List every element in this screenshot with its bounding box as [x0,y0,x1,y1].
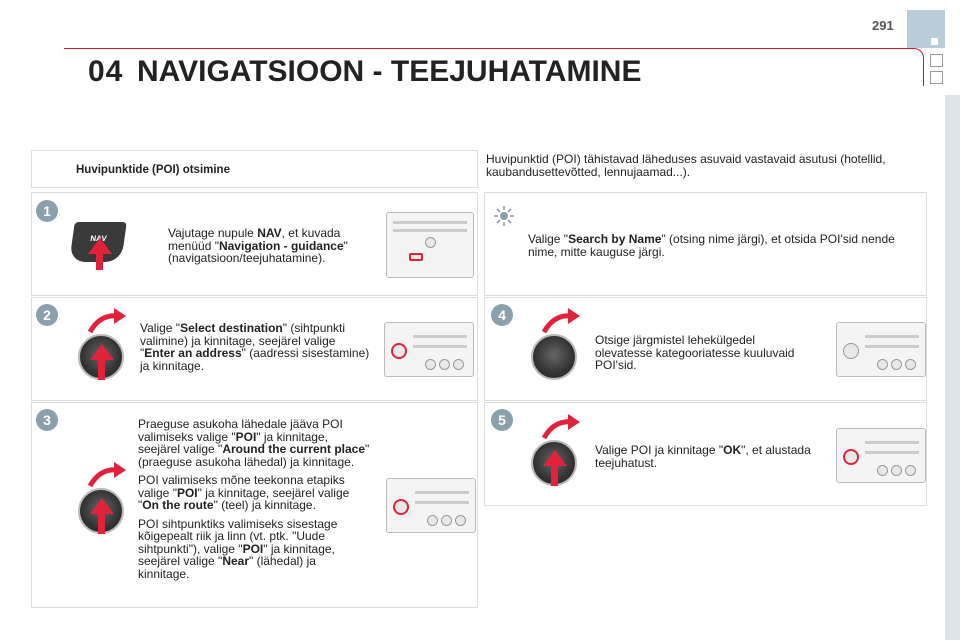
arrow-up-icon [96,252,103,270]
tip-sun-icon [494,206,514,226]
step-badge-3: 3 [36,409,58,431]
intro-text: Huvipunktid (POI) tähistavad läheduses asuvaid vastavaid asutusi (hotellid, kaubandusettevõtted, lennujaamad...). [486,152,886,179]
section-header: Huvipunktide (POI) otsimine [76,164,230,176]
radio-illustration-3 [386,478,476,533]
arrow-up-icon [90,344,114,360]
rotate-arrow-icon [540,308,580,336]
arrow-up-icon [98,512,105,534]
arrow-up-icon [88,238,112,254]
step-2-text: Valige "Select destination" (sihtpunkti valimine) ja kinnitage, seejärel valige "Enter an address" (aadressi sisestamine) ja kinnitage. [140,321,370,373]
corner-tab [907,10,945,48]
radio-illustration-2 [384,322,474,377]
side-bar [945,95,960,640]
rotate-arrow-icon [86,462,126,490]
radio-illustration-1 [386,212,474,278]
step-badge-5: 5 [491,409,513,431]
chapter-title: NAVIGATSIOON - TEEJUHATAMINE [137,55,642,88]
side-boxes [930,54,943,88]
page-number: 291 [872,18,894,33]
arrow-up-icon [551,464,558,486]
rotary-knob-icon [531,334,577,380]
step-4-text: Otsige järgmistel lehekülgedel olevatesse kategooriatesse kuuluvaid POI'sid. [595,333,795,372]
step-3-text: Praeguse asukoha lähedale jääva POI valimiseks valige "POI" ja kinnitage, seejärel valige "Around the current place" (praeguse asukoha lähedal) ja kinnitage. POI valimiseks mõne teekonna etapiks valige "POI" ja kinnitage, seejärel valige "On the route" (teel) ja kinnitage. POI sihtpunktiks valimiseks sisestage kõigepealt riik ja linn (vt. ptk. "Uude sihtpunkti"), valige "POI" ja kinnitage, seejärel valige "Near" (lähedal) ja kinnitage. [138,417,370,581]
step-5-text: Valige POI ja kinnitage "OK", et alustada teejuhatust. [595,443,811,470]
step-badge-2: 2 [36,304,58,326]
tip-text: Valige "Search by Name" (otsing nime järgi), et otsida POI'sid nende nime, mitte kauguse järgi. [528,232,895,259]
arrow-up-icon [98,358,105,380]
step-1-text: Vajutage nupule NAV, et kuvada menüüd "Navigation - guidance" (navigatsioon/teejuhatamine). [168,226,348,265]
arrow-up-icon [543,450,567,466]
arrow-up-icon [90,498,114,514]
radio-illustration-4 [836,322,926,377]
radio-illustration-5 [836,428,926,483]
nav-button-illustration: NAV [69,222,127,262]
step-badge-1: 1 [36,200,58,222]
rotate-arrow-icon [540,414,580,442]
step-badge-4: 4 [491,304,513,326]
chapter-number: 04 [88,55,124,88]
rotate-arrow-icon [86,308,126,336]
